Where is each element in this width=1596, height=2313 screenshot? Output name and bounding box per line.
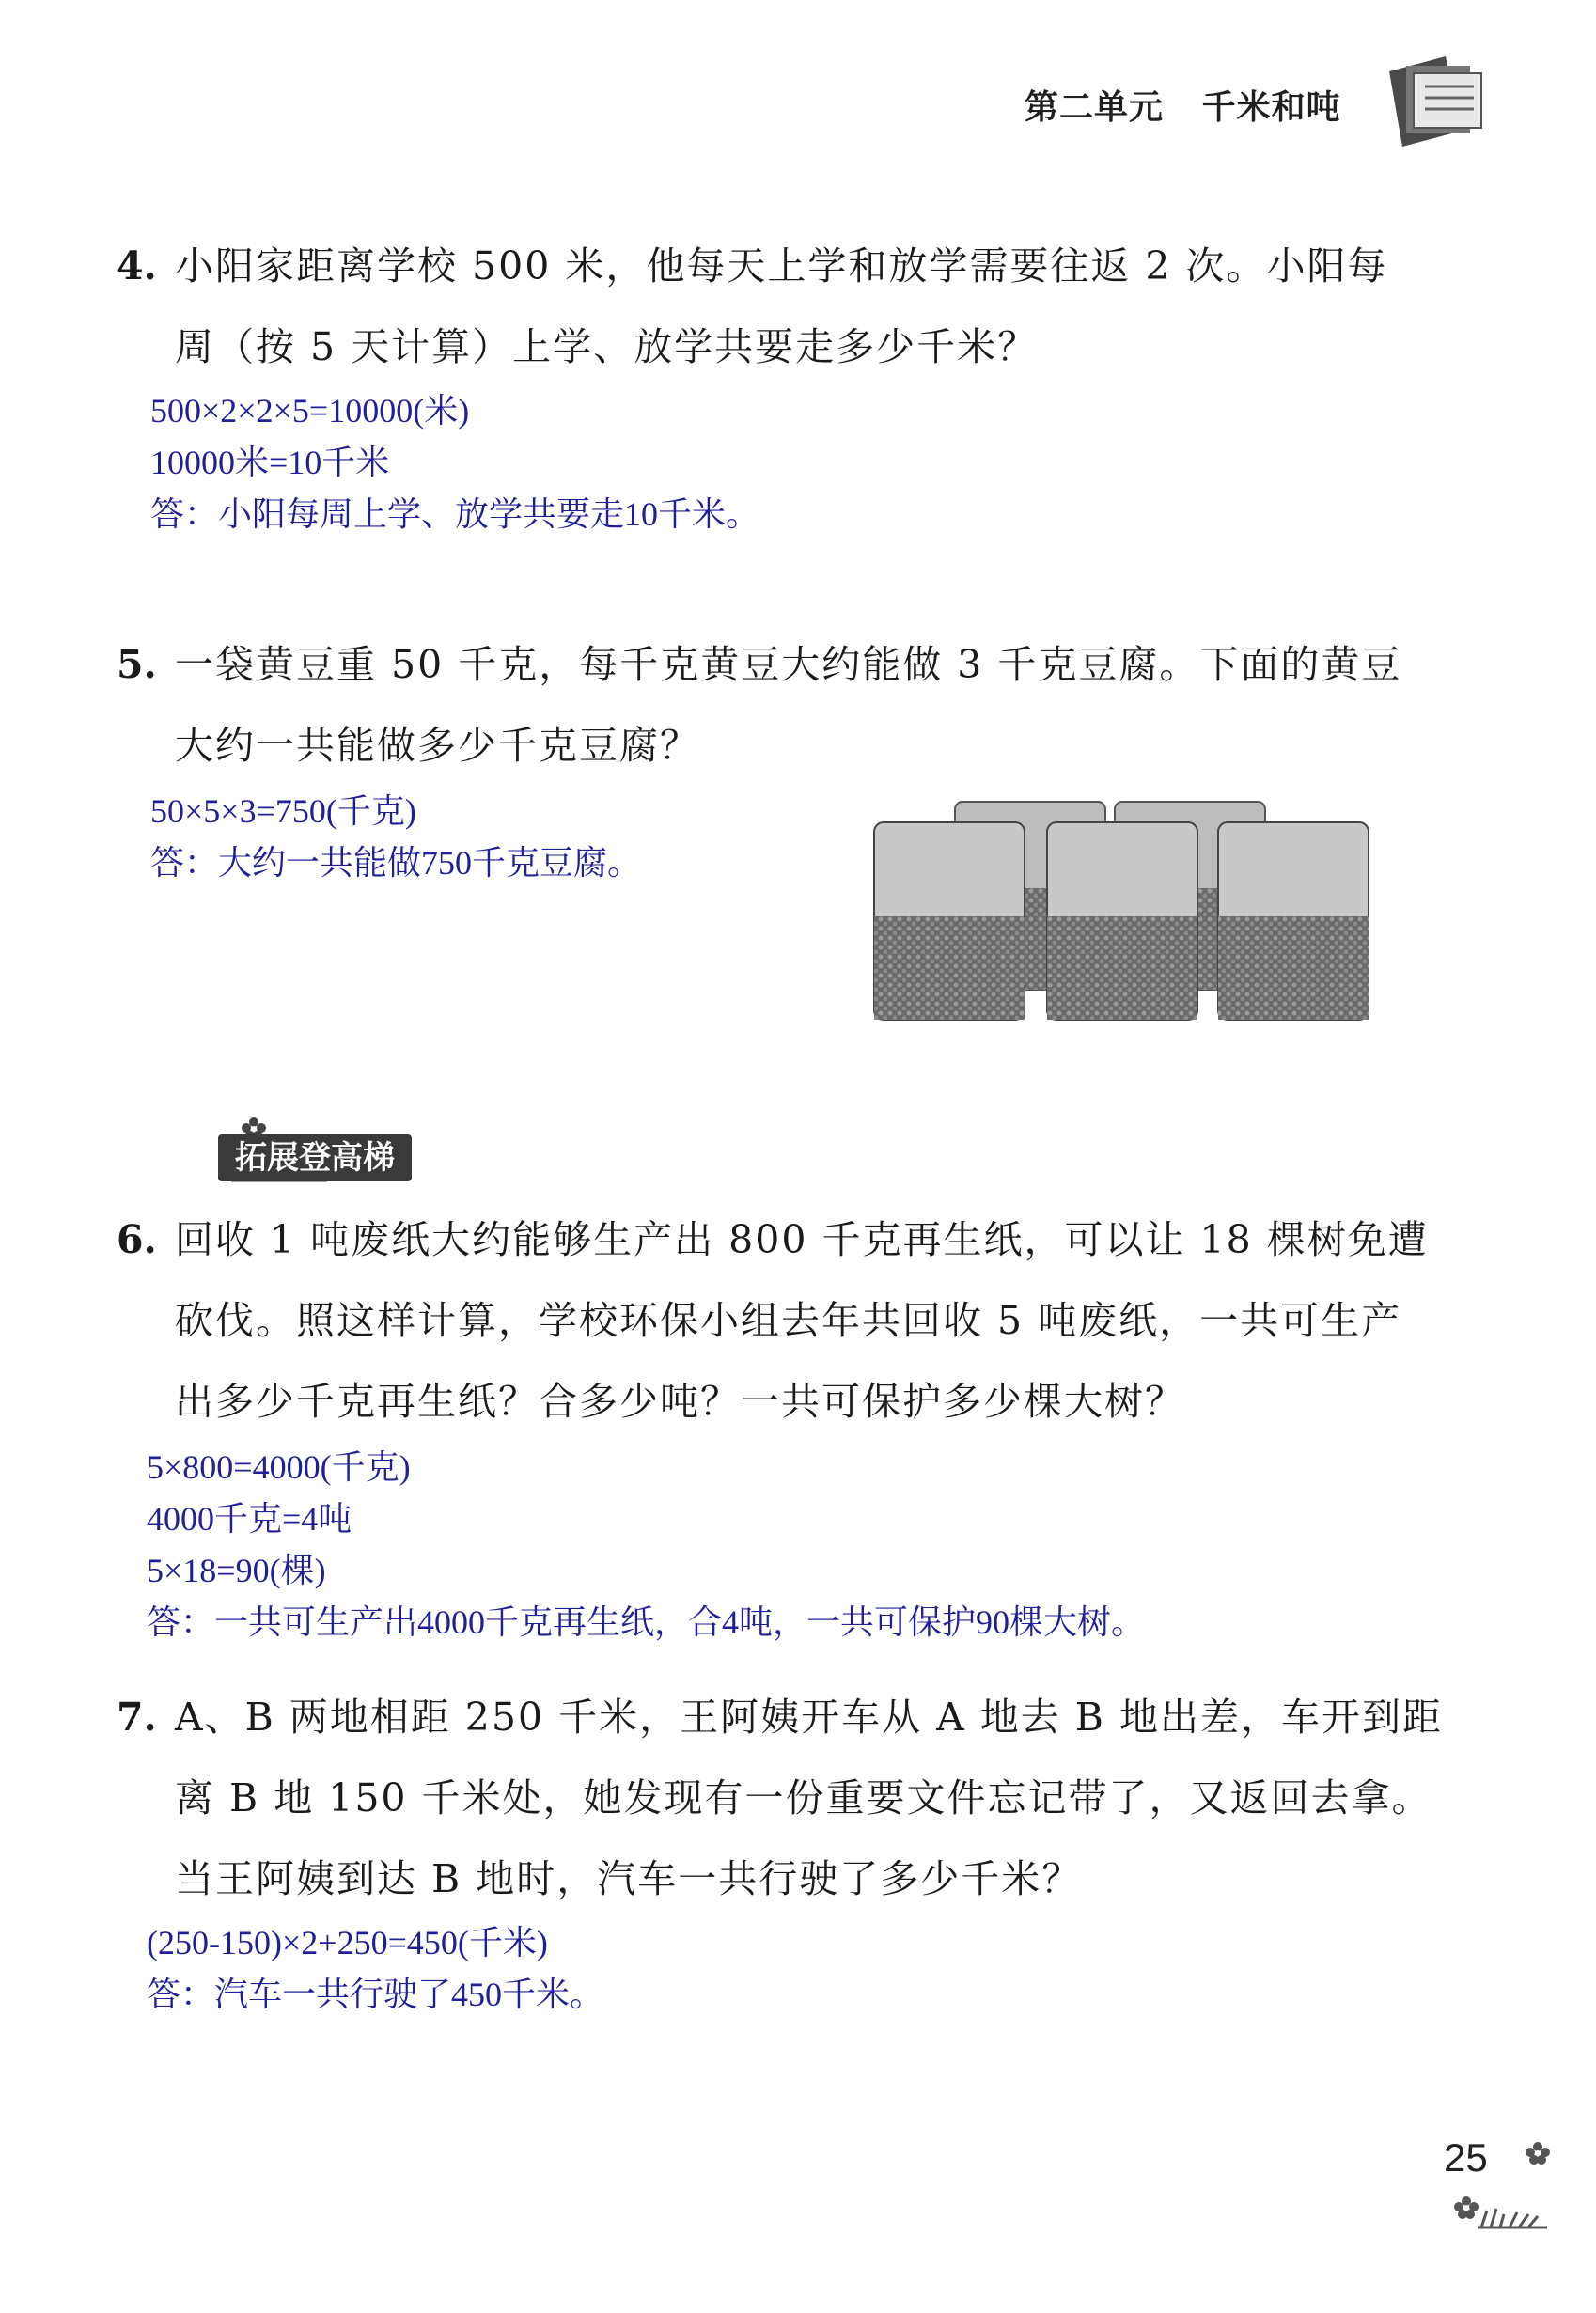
topic-label: 千米和吨	[1201, 88, 1341, 127]
stacked-papers-icon	[1380, 53, 1493, 156]
question-text-line: A、B 两地相距 250 千米，王阿姨开车从 A 地去 B 地出差，车开到距	[175, 1695, 1443, 1740]
answer-line: (250-150)×2+250=450(千米)	[147, 1924, 548, 1961]
question-text-line: 出多少千克再生纸？合多少吨？一共可保护多少棵大树？	[175, 1379, 1185, 1424]
answer-line: 500×2×2×5=10000(米)	[150, 392, 470, 430]
question-text-line: 小阳家距离学校 500 米，他每天上学和放学需要往返 2 次。小阳每	[175, 243, 1388, 289]
unit-label: 第二单元	[1025, 88, 1165, 127]
question-6	[117, 1199, 1451, 1442]
question-text-line: 回收 1 吨废纸大约能够生产出 800 千克再生纸，可以让 18 棵树免遭	[175, 1217, 1429, 1262]
soybean-bags-image	[868, 794, 1376, 1029]
answer-5	[150, 786, 641, 889]
question-number: 6.	[117, 1217, 157, 1262]
question-text-line: 大约一共能做多少千克豆腐？	[175, 723, 700, 768]
question-text-line: 一袋黄豆重 50 千克，每千克黄豆大约能做 3 千克豆腐。下面的黄豆	[175, 642, 1402, 687]
answer-4	[150, 385, 759, 540]
answer-line: 4000千克=4吨	[147, 1500, 352, 1538]
answer-line: 答：大约一共能做750千克豆腐。	[150, 844, 642, 882]
question-number: 5.	[117, 642, 157, 687]
answer-line: 答：一共可生产出4000千克再生纸，合4吨，一共可保护90棵大树。	[147, 1603, 1146, 1641]
question-number: 4.	[117, 243, 157, 289]
answer-line: 答：小阳每周上学、放学共要走10千米。	[150, 495, 760, 533]
answer-line: 5×800=4000(千克)	[147, 1448, 411, 1486]
page-number: 25	[1444, 2135, 1488, 2180]
question-text-line: 离 B 地 150 千米处，她发现有一份重要文件忘记带了，又返回去拿。	[175, 1775, 1432, 1821]
answer-6	[147, 1442, 1145, 1649]
question-7	[117, 1677, 1451, 1919]
question-5	[117, 624, 1451, 786]
section-heading: 拓展登高梯	[218, 1134, 412, 1181]
question-text-line: 砍伐。照这样计算，学校环保小组去年共回收 5 吨废纸，一共可生产	[175, 1298, 1402, 1343]
answer-line: 答：汽车一共行驶了450千米。	[147, 1976, 604, 2013]
answer-line: 10000米=10千米	[150, 444, 390, 481]
front-bag-2	[1047, 822, 1197, 1020]
front-bag-3	[1218, 822, 1369, 1020]
answer-line: 50×5×3=750(千克)	[150, 792, 416, 830]
answer-7	[147, 1917, 603, 2021]
question-text-line: 周（按 5 天计算）上学、放学共要走多少千米？	[175, 324, 1039, 369]
front-bag-1	[874, 822, 1025, 1020]
question-number: 7.	[117, 1695, 157, 1740]
flower-grass-icon	[1444, 2124, 1566, 2237]
question-4	[117, 226, 1451, 387]
question-text-line: 当王阿姨到达 B 地时，汽车一共行驶了多少千米？	[175, 1856, 1083, 1901]
chapter-title	[1025, 81, 1341, 129]
answer-line: 5×18=90(棵)	[147, 1552, 326, 1589]
